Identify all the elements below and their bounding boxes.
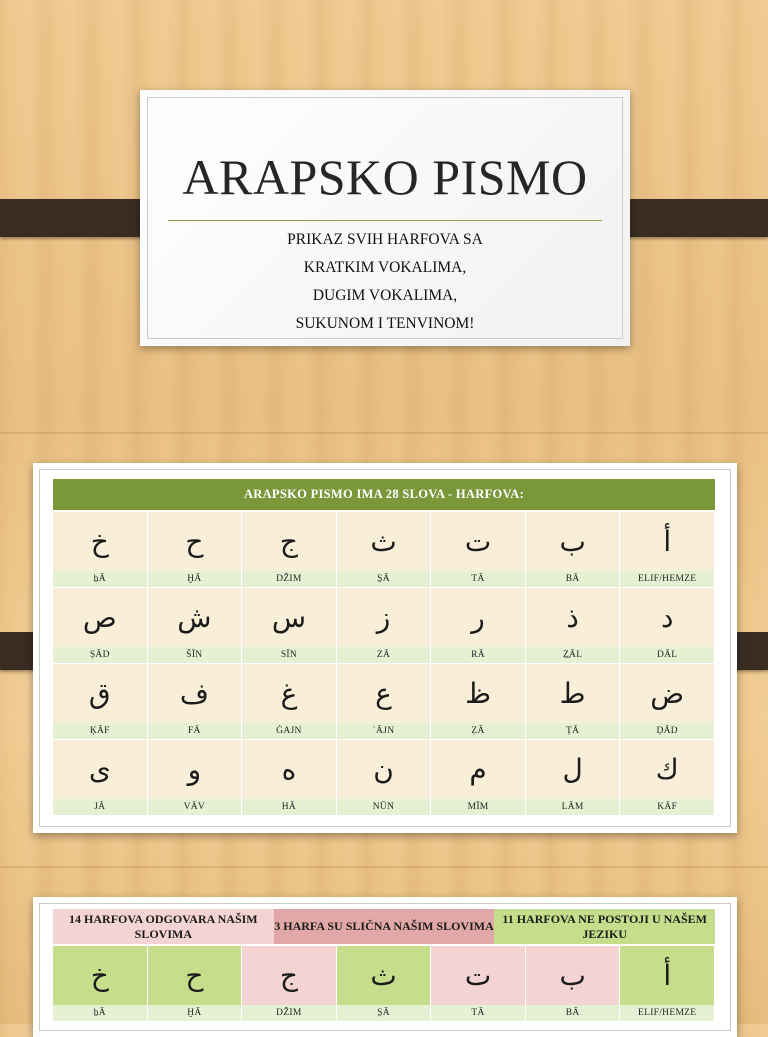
letter-name: BĀ <box>526 1005 620 1021</box>
letter-cell <box>53 512 148 588</box>
letter-cell <box>242 588 337 664</box>
letter-glyph: ح <box>148 512 242 571</box>
letter-name: FĀ <box>148 723 242 739</box>
letter-glyph: ذ <box>526 588 620 647</box>
letter-glyph: س <box>242 588 336 647</box>
slide-separator <box>0 432 768 434</box>
letter-name: ṬĀ <box>526 723 620 739</box>
letter-glyph: م <box>431 740 525 799</box>
letter-glyph: ه <box>242 740 336 799</box>
letter-cell <box>148 512 243 588</box>
letter-name: TĀ <box>431 1005 525 1021</box>
letter-cell <box>337 588 432 664</box>
letter-name: LĀM <box>526 799 620 815</box>
letter-name: ḪĀ <box>148 1005 242 1021</box>
letter-cell <box>526 512 621 588</box>
letter-name: ŠĪN <box>148 647 242 663</box>
letter-name: ẖĀ <box>53 571 147 587</box>
letter-glyph: ر <box>431 588 525 647</box>
legend-similar-letters: 3 HARFA SU SLIČNA NAŠIM SLOVIMA <box>274 909 495 944</box>
comparison-letter-cell <box>148 946 243 1022</box>
letter-name: JĀ <box>53 799 147 815</box>
letter-name: MĪM <box>431 799 525 815</box>
letter-name: ĶĀF <box>53 723 147 739</box>
letter-glyph: ض <box>620 664 714 723</box>
letter-name: ĠAJN <box>242 723 336 739</box>
letter-glyph: خ <box>53 946 147 1005</box>
letter-cell <box>337 512 432 588</box>
letter-name: DŽIM <box>242 1005 336 1021</box>
subtitle-line: DUGIM VOKALIMA, <box>312 287 458 304</box>
letter-glyph: ج <box>242 512 336 571</box>
comparison-letter-cell <box>337 946 432 1022</box>
subtitle-line: PRIKAZ SVIH HARFOVA SA <box>287 231 483 248</box>
letter-glyph: غ <box>242 664 336 723</box>
letter-glyph: ث <box>337 946 431 1005</box>
letter-name: DĀL <box>620 647 714 663</box>
letter-name: ḪĀ <box>148 571 242 587</box>
comparison-letter-cell <box>526 946 621 1022</box>
letter-name: BĀ <box>526 571 620 587</box>
letter-glyph: د <box>620 588 714 647</box>
alphabet-table-header: ARAPSKO PISMO IMA 28 SLOVA - HARFOVA: <box>53 479 715 510</box>
comparison-letter-cell <box>620 946 715 1022</box>
letter-cell <box>337 664 432 740</box>
letter-cell <box>148 740 243 816</box>
letter-cell <box>148 664 243 740</box>
letter-name: TĀ <box>431 571 525 587</box>
letter-name: NŪN <box>337 799 431 815</box>
letter-cell <box>242 664 337 740</box>
letter-cell <box>337 740 432 816</box>
letter-cell <box>53 588 148 664</box>
letter-glyph: أ <box>620 946 714 1005</box>
letter-glyph: ث <box>337 512 431 571</box>
letter-cell <box>620 512 715 588</box>
letter-cell <box>431 740 526 816</box>
subtitle-line: SUKUNOM I TENVINOM! <box>295 315 475 332</box>
letter-cell <box>53 664 148 740</box>
letter-glyph: ش <box>148 588 242 647</box>
letter-glyph: ظ <box>431 664 525 723</box>
legend-missing-letters: 11 HARFOVA NE POSTOJI U NAŠEM JEZIKU <box>494 909 715 944</box>
letter-name: VĀV <box>148 799 242 815</box>
letter-glyph: ف <box>148 664 242 723</box>
letter-cell <box>431 512 526 588</box>
letter-cell <box>620 740 715 816</box>
legend-same-letters: 14 HARFOVA ODGOVARA NAŠIM SLOVIMA <box>53 909 274 944</box>
letter-name: RĀ <box>431 647 525 663</box>
slide-separator <box>0 866 768 868</box>
letter-glyph: خ <box>53 512 147 571</box>
letter-name: ṢĀD <box>53 647 147 663</box>
slide-title: ARAPSKO PISMO <box>182 149 588 205</box>
letter-glyph: و <box>148 740 242 799</box>
letter-cell <box>431 588 526 664</box>
letter-glyph: ب <box>526 512 620 571</box>
letter-cell <box>148 588 243 664</box>
slide-subtitle <box>140 226 630 338</box>
letter-name: HĀ <box>242 799 336 815</box>
letter-glyph: ى <box>53 740 147 799</box>
letter-name: ḌĀD <box>620 723 714 739</box>
letter-name: S̱Ā <box>337 1005 431 1021</box>
letter-glyph: ص <box>53 588 147 647</box>
letter-glyph: ن <box>337 740 431 799</box>
title-divider <box>168 220 602 221</box>
letter-glyph: ق <box>53 664 147 723</box>
letter-glyph: ط <box>526 664 620 723</box>
letter-cell <box>431 664 526 740</box>
letter-name: ʿĀJN <box>337 723 431 739</box>
comparison-letter-cell <box>242 946 337 1022</box>
letter-name: ELIF/HEMZE <box>620 1005 714 1021</box>
comparison-letter-cell <box>53 946 148 1022</box>
letter-cell <box>242 740 337 816</box>
letter-name: ZĀ <box>337 647 431 663</box>
letter-glyph: ح <box>148 946 242 1005</box>
comparison-table <box>53 946 715 1022</box>
letter-cell <box>526 588 621 664</box>
subtitle-line: KRATKIM VOKALIMA, <box>303 259 467 276</box>
alphabet-table <box>53 512 715 816</box>
letter-glyph: ز <box>337 588 431 647</box>
letter-name: S̱Ā <box>337 571 431 587</box>
letter-glyph: ك <box>620 740 714 799</box>
letter-name: ẒĀ <box>431 723 525 739</box>
decorative-strap-left <box>0 199 155 237</box>
letter-cell <box>242 512 337 588</box>
comparison-legend <box>53 909 715 944</box>
letter-name: ELIF/HEMZE <box>620 571 714 587</box>
letter-name: KĀF <box>620 799 714 815</box>
decorative-strap-right <box>613 199 768 237</box>
alphabet-slide <box>33 463 737 833</box>
letter-glyph: ع <box>337 664 431 723</box>
letter-name: Ẕ̱ĀL <box>526 647 620 663</box>
comparison-slide <box>33 897 737 1037</box>
letter-glyph: ت <box>431 946 525 1005</box>
letter-glyph: ل <box>526 740 620 799</box>
letter-name: DŽIM <box>242 571 336 587</box>
letter-name: ẖĀ <box>53 1005 147 1021</box>
letter-name: SĪN <box>242 647 336 663</box>
letter-cell <box>53 740 148 816</box>
letter-cell <box>526 664 621 740</box>
title-slide <box>140 90 630 346</box>
letter-glyph: ب <box>526 946 620 1005</box>
letter-cell <box>620 588 715 664</box>
letter-cell <box>620 664 715 740</box>
letter-glyph: ج <box>242 946 336 1005</box>
letter-cell <box>526 740 621 816</box>
comparison-letter-cell <box>431 946 526 1022</box>
letter-glyph: ت <box>431 512 525 571</box>
letter-glyph: أ <box>620 512 714 571</box>
